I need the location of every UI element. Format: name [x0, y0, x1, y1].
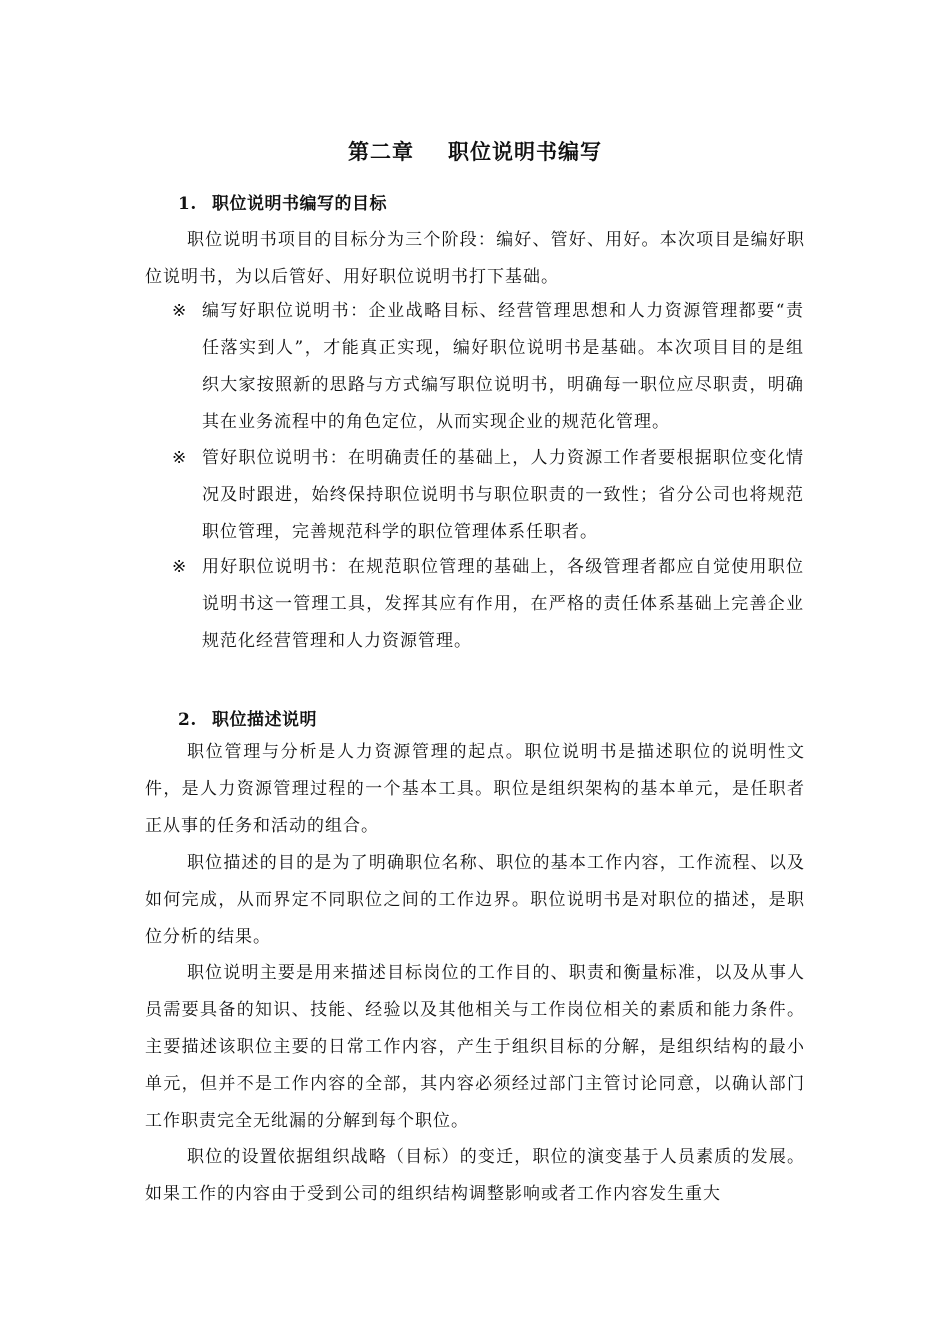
section-2-paragraph: 职位的设置依据组织战略（目标）的变迁，职位的演变基于人员素质的发展。如果工作的内容由于受到公司的组织结构调整影响或者工作内容发生重大 — [145, 1147, 805, 1204]
section-1-number: 1. — [178, 194, 197, 214]
bullet-item — [172, 549, 812, 660]
section-2-number: 2. — [178, 710, 197, 730]
bullet-text: 用好职位说明书：在规范职位管理的基础上，各级管理者都应自觉使用职位说明书这一管理工具，发挥其应有作用，在严格的责任体系基础上完善企业规范化经营管理和人力资源管理。 — [202, 557, 804, 651]
section-2-paragraph: 职位描述的目的是为了明确职位名称、职位的基本工作内容，工作流程、以及如何完成，从而界定不同职位之间的工作边界。职位说明书是对职位的描述，是职位分析的结果。 — [145, 853, 805, 947]
section-1-title: 职位说明书编写的目标 — [212, 194, 387, 214]
bullet-text: 编写好职位说明书：企业战略目标、经营管理思想和人力资源管理都要“责任落实到人”，才能真正实现，编好职位说明书是基础。本次项目目的是组织大家按照新的思路与方式编写职位说明书，明确每一职位应尽职责，明确其在业务流程中的角色定位，从而实现企业的规范化管理。 — [202, 301, 804, 432]
reference-mark-icon: ※ — [172, 448, 187, 468]
section-1-heading — [178, 189, 387, 214]
chapter-label: 第二章 — [348, 139, 414, 164]
section-1-intro: 职位说明书项目的目标分为三个阶段：编好、管好、用好。本次项目是编好职位说明书，为以后管好、用好职位说明书打下基础。 — [145, 230, 805, 287]
section-2-title: 职位描述说明 — [212, 710, 317, 730]
chapter-title-text: 职位说明书编写 — [448, 139, 602, 164]
section-2-paragraph: 职位说明主要是用来描述目标岗位的工作目的、职责和衡量标准，以及从事人员需要具备的知识、技能、经验以及其他相关与工作岗位相关的素质和能力条件。主要描述该职位主要的日常工作内容，产生于组织目标的分解，是组织结构的最小单元，但并不是工作内容的全部，其内容必须经过部门主管讨论同意，以确认部门工作职责完全无纰漏的分解到每个职位。 — [145, 963, 805, 1131]
section-2-heading — [178, 705, 317, 730]
bullet-item — [172, 440, 812, 551]
bullet-text: 管好职位说明书：在明确责任的基础上，人力资源工作者要根据职位变化情况及时跟进，始终保持职位说明书与职位职责的一致性；省分公司也将规范职位管理，完善规范科学的职位管理体系任职者。 — [202, 448, 804, 542]
reference-mark-icon: ※ — [172, 301, 187, 321]
reference-mark-icon: ※ — [172, 557, 187, 577]
chapter-title — [0, 136, 950, 166]
bullet-item — [172, 293, 812, 441]
section-2-paragraph: 职位管理与分析是人力资源管理的起点。职位说明书是描述职位的说明性文件，是人力资源管理过程的一个基本工具。职位是组织架构的基本单元，是任职者正从事的任务和活动的组合。 — [145, 742, 805, 836]
